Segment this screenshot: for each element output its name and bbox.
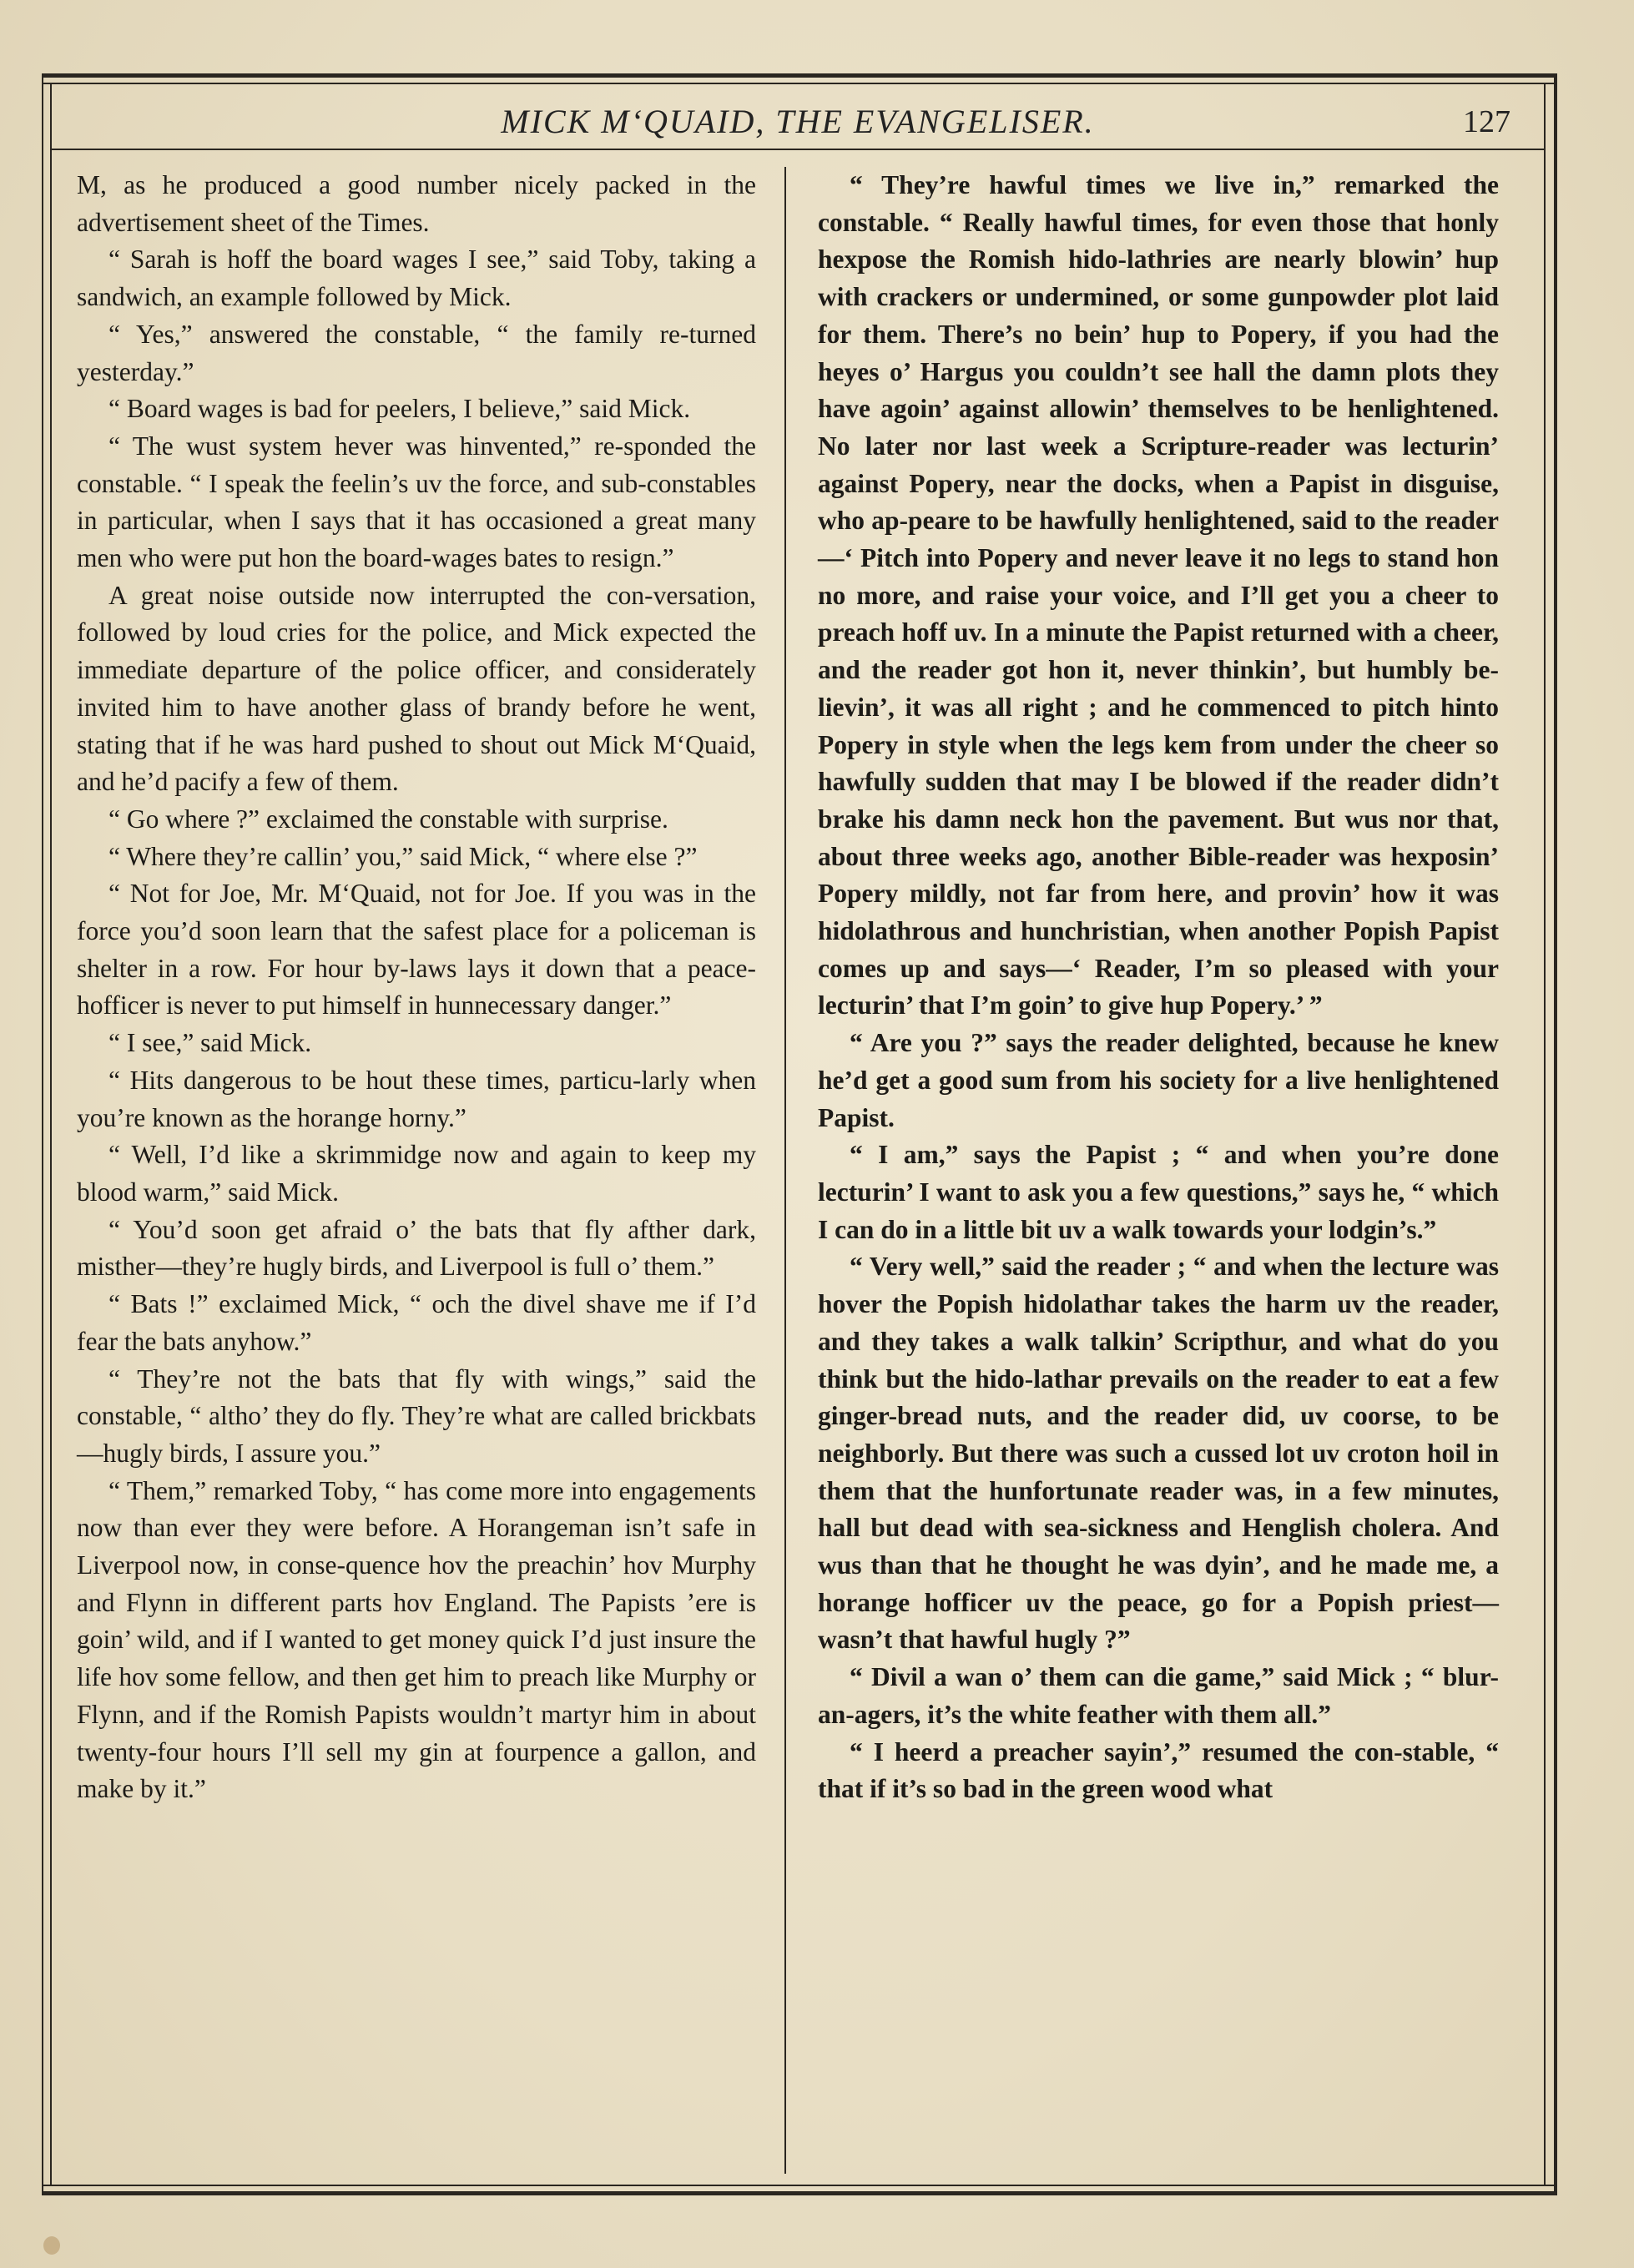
paragraph: “ Where they’re callin’ you,” said Mick, “ where else ?”: [108, 841, 698, 871]
ink-smudge: [43, 2236, 60, 2255]
paragraph: “ Them,” remarked Toby, “ has come more into engagements now than ever they were before. A Horangeman isn’t safe in Liverpool now, in conse-quence hov the preachin’ hov Murphy and Flynn in different parts hov England. The Papists ’ere is goin’ wild, and if I wanted to get money quick I’d just insure the life hov some fellow, and then get him to preach like Murphy or Flynn, and if the Romish Papists wouldn’t martyr him in about twenty-four hours I’ll sell my gin at fourpence a gallon, and make by it.”: [77, 1475, 756, 1804]
paragraph: “ Board wages is bad for peelers, I believe,” said Mick.: [108, 394, 691, 424]
frame-top-thick-rule: [43, 73, 1556, 78]
paragraph: “ I see,” said Mick.: [108, 1028, 312, 1058]
paragraph: “ They’re not the bats that fly with wings,” said the constable, “ altho’ they do fly. They’re what are called brickbats—hugly birds, I assure you.”: [77, 1363, 756, 1468]
header-divider-rule: [52, 149, 1544, 150]
paragraph: “ I heerd a preacher sayin’,” resumed the con-stable, “ that if it’s so bad in the green wood what: [818, 1736, 1499, 1804]
left-column: [77, 167, 756, 1808]
frame-bottom-thin-rule: [43, 2185, 1556, 2186]
paragraph: “ Are you ?” says the reader delighted, because he knew he’d get a good sum from his society for a live henlightened Papist.: [818, 1028, 1499, 1132]
paragraph: “ I am,” says the Papist ; “ and when you’re done lecturin’ I want to ask you a few questions,” says he, “ which I can do in a little bit uv a walk towards your lodgin’s.”: [818, 1140, 1499, 1244]
running-title: MICK M‘QUAID, THE EVANGELISER.: [501, 103, 1095, 140]
paragraph: “ They’re hawful times we live in,” remarked the constable. “ Really hawful times, for even those that honly hexpose the Romish hido-lathries are nearly blowin’ hup with crackers or undermined, or some gunpowder plot laid for them. There’s no bein’ hup to Popery, if you had the heyes o’ Hargus you couldn’t see hall the damn plots they have agoin’ against allowin’ themselves to be henlightened. No later nor last week a Scripture-reader was lecturin’ against Popery, near the docks, when a Papist in disguise, who ap-peare to be hawfully henlightened, said to the reader—‘ Pitch into Popery and never leave it no legs to stand hon no more, and raise your voice, and I’ll get you a cheer to preach hoff uv. In a minute the Papist returned with a cheer, and the reader got hon it, never thinkin’, but humbly be-lievin’, it was all right ; and he commenced to pitch hinto Popery in style when the legs kem from under the cheer so hawfully sudden that may I be blowed if the reader didn’t brake his damn neck hon the pavement. But wus nor that, about three weeks ago, another Bible-reader was hexposin’ Popery mildly, not far from here, and provin’ how it was hidolathrous and hunchristian, when another Popish Papist comes up and says—‘ Reader, I’m so pleased with your lecturin’ that I’m goin’ to give hup Popery.’ ”: [818, 170, 1499, 1021]
paragraph: “ Hits dangerous to be hout these times, particu-larly when you’re known as the horange horny.”: [77, 1065, 756, 1132]
paragraph: M, as he produced a good number nicely packed in the advertisement sheet of the Times.: [77, 170, 756, 237]
frame-right-outer-rule: [1554, 73, 1557, 2195]
paragraph: “ You’d soon get afraid o’ the bats that fly afther dark, misther—they’re hugly birds, and Liverpool is full o’ them.”: [77, 1214, 756, 1282]
frame-left-inner-rule: [50, 83, 52, 2186]
column-divider-rule: [784, 167, 786, 2174]
paragraph: “ Yes,” answered the constable, “ the family re-turned yesterday.”: [77, 319, 756, 386]
running-head: [52, 98, 1544, 145]
frame-right-inner-rule: [1544, 83, 1546, 2186]
paragraph: “ Very well,” said the reader ; “ and when the lecture was hover the Popish hidolathar takes the harm uv the reader, and they takes a walk talkin’ Scripthur, and what do you think but the hido-lathar prevails on the reader to eat a few ginger-bread nuts, and the reader did, uv coorse, to be neighborly. But there was such a cussed lot uv croton hoil in them that the hunfortunate reader was, in a few minutes, hall but dead with sea-sickness and Henglish cholera. And wus than that he thought he was dyin’, and he made me, a horange hofficer uv the peace, go for a Popish priest—wasn’t that hawful hugly ?”: [818, 1252, 1499, 1655]
paragraph: “ Go where ?” exclaimed the constable with surprise.: [108, 804, 668, 834]
frame-bottom-thick-rule: [43, 2191, 1556, 2195]
paragraph: “ Bats !” exclaimed Mick, “ och the divel shave me if I’d fear the bats anyhow.”: [77, 1289, 756, 1356]
paragraph: “ Not for Joe, Mr. M‘Quaid, not for Joe. If you was in the force you’d soon learn that the safest place for a policeman is shelter in a row. For hour by-laws lays it down that a peace-hofficer is never to put himself in hunnecessary danger.”: [77, 879, 756, 1021]
paragraph: A great noise outside now interrupted the con-versation, followed by loud cries for the police, and Mick expected the immediate departure of the police officer, and considerately invited him to have another glass of brandy before he went, stating that if he was hard pushed to shout out Mick M‘Quaid, and he’d pacify a few of them.: [77, 580, 756, 797]
frame-left-outer-rule: [42, 73, 43, 2195]
page-number: 127: [1463, 104, 1510, 139]
paragraph: “ Well, I’d like a skrimmidge now and again to keep my blood warm,” said Mick.: [77, 1140, 756, 1207]
paragraph: “ Sarah is hoff the board wages I see,” said Toby, taking a sandwich, an example followed by Mick.: [77, 244, 756, 312]
paragraph: “ The wust system hever was hinvented,” re-sponded the constable. “ I speak the feelin’s uv the force, and sub-constables in particular, when I says that it has occasioned a great many men who were put hon the board-wages bates to resign.”: [77, 431, 756, 573]
paragraph: “ Divil a wan o’ them can die game,” said Mick ; “ blur-an-agers, it’s the white feather with them all.”: [818, 1662, 1499, 1729]
frame-top-thin-rule: [43, 83, 1556, 84]
right-column: [818, 167, 1499, 1808]
